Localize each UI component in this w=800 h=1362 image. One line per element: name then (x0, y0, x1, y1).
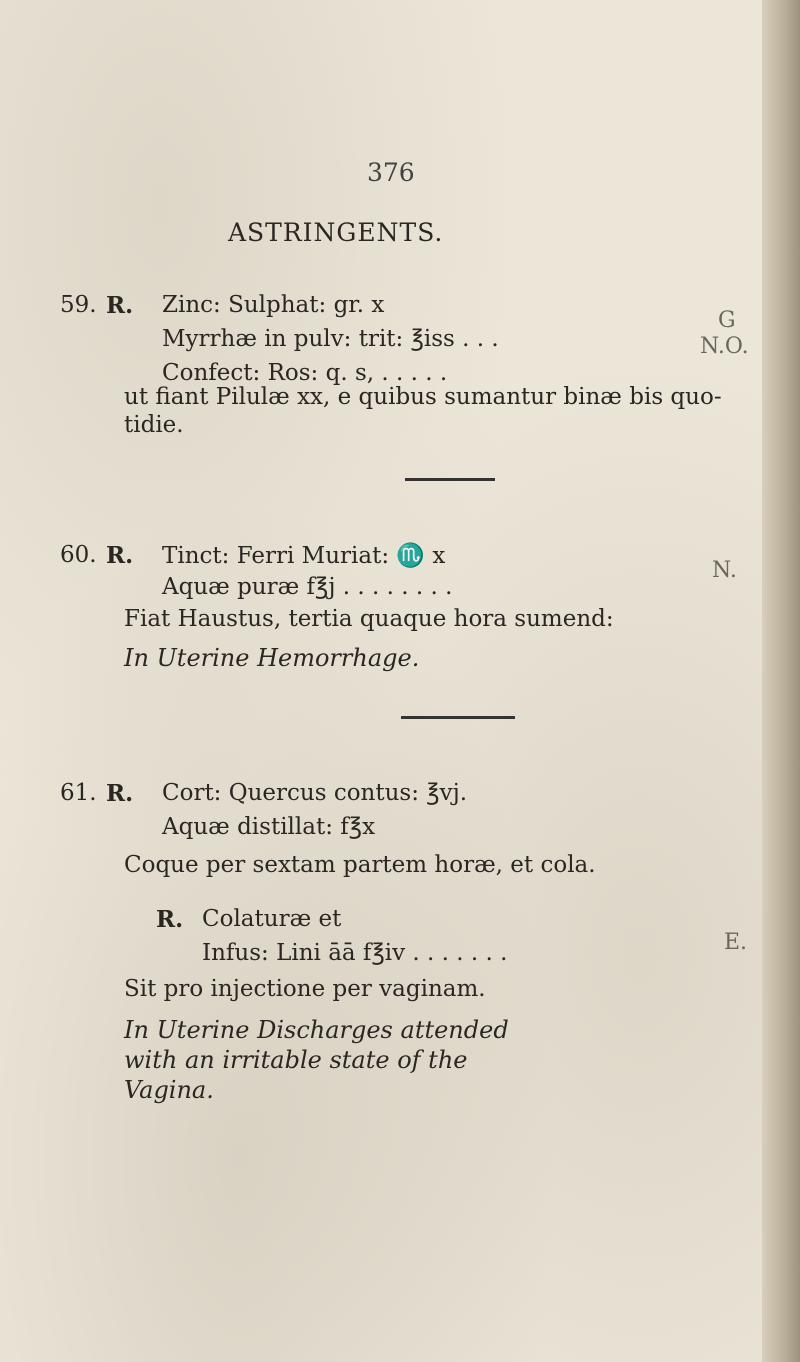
ingredient-line: Cort: Quercus contus: ℥vj. (162, 780, 468, 806)
ingredient-line: Aquæ puræ f℥j . . . . . . . . (162, 574, 453, 600)
page-edge (762, 0, 800, 1362)
rx-number: 59. (60, 292, 97, 318)
page-number: 376 (367, 158, 415, 187)
rx-symbol: R. (106, 292, 134, 319)
divider (405, 478, 495, 481)
ingredient-line: Aquæ distillat: f℥x (162, 814, 376, 840)
ingredient-line: Infus: Lini āā f℥iv . . . . . . . (202, 940, 508, 966)
indication: Vagina. (124, 1076, 214, 1104)
ingredient-line: Myrrhæ in pulv: trit: ℥iss . . . (162, 326, 499, 352)
indication: In Uterine Discharges attended (124, 1016, 509, 1044)
indication: with an irritable state of the (124, 1046, 468, 1074)
rx-number: 60. (60, 542, 97, 568)
margin-label: N. (712, 558, 737, 583)
section-title: ASTRINGENTS. (228, 218, 444, 247)
ingredient-line: Confect: Ros: q. s, . . . . . (162, 360, 448, 386)
margin-label: E. (724, 930, 748, 955)
rx-symbol: R. (106, 780, 134, 807)
indication: In Uterine Hemorrhage. (124, 644, 420, 672)
ingredient-line: Tinct: Ferri Muriat: ♏ x (162, 543, 446, 569)
divider (401, 716, 515, 719)
directions-line: Fiat Haustus, tertia quaque hora sumend: (124, 606, 614, 632)
ingredient-line: Zinc: Sulphat: gr. x (162, 292, 385, 318)
margin-label: N.O. (700, 334, 749, 359)
margin-label: G (718, 308, 736, 333)
directions-line: Sit pro injectione per vaginam. (124, 976, 486, 1002)
directions-line: tidie. (124, 412, 184, 438)
rx-symbol: R. (106, 542, 134, 569)
directions-line: Coque per sextam partem horæ, et cola. (124, 852, 596, 878)
rx-symbol: R. (156, 906, 184, 933)
ingredient-line: Colaturæ et (202, 906, 342, 932)
directions-line: ut fiant Pilulæ xx, e quibus sumantur binæ bis quo- (124, 384, 722, 410)
rx-number: 61. (60, 780, 97, 806)
